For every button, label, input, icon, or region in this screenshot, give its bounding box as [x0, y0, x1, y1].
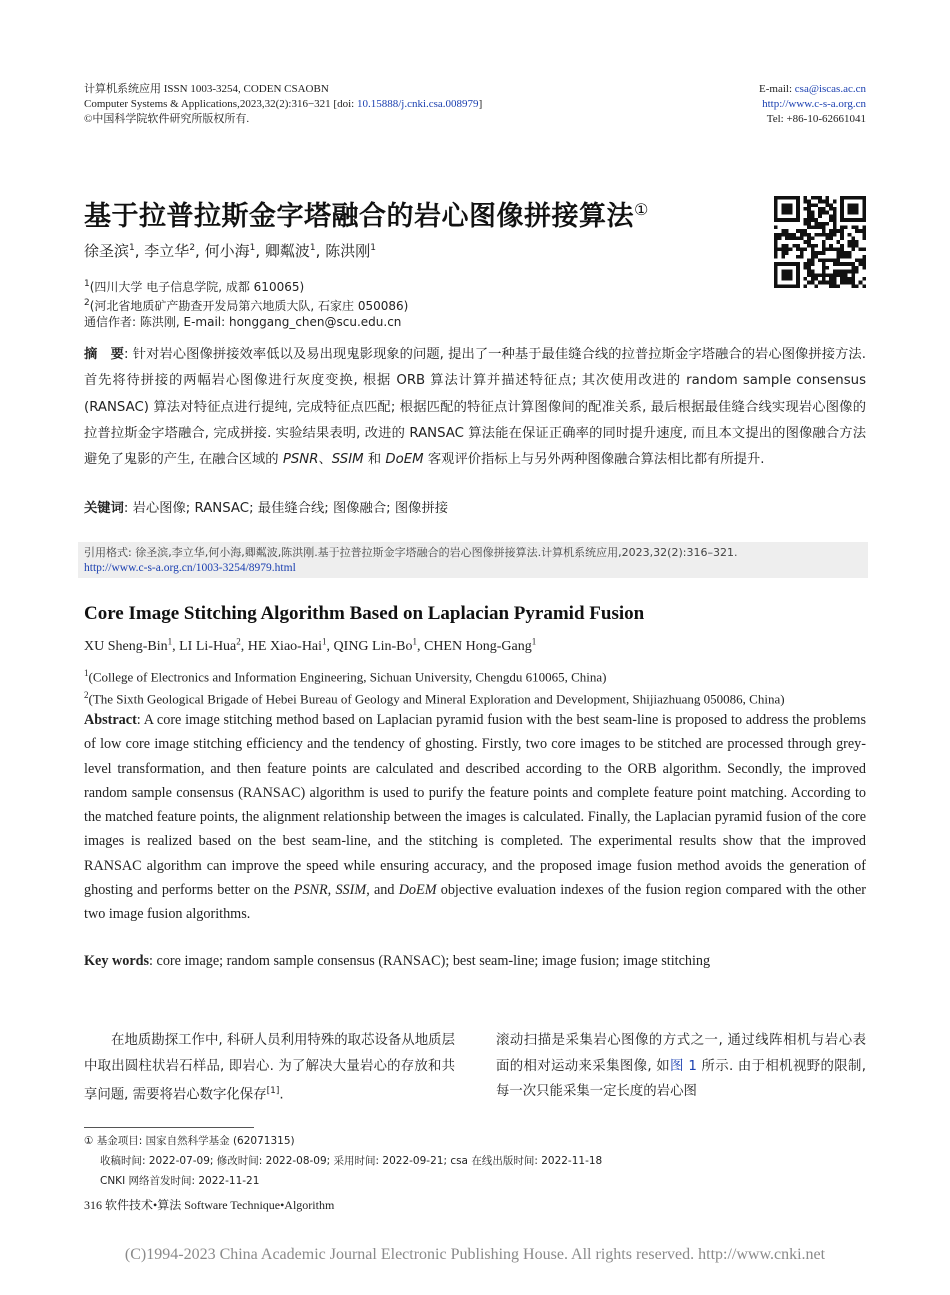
authors-cn: [84, 240, 376, 261]
keywords-cn: 关键词: 岩心图像; RANSAC; 最佳缝合线; 图像融合; 图像拼接: [84, 501, 449, 516]
dates-footnote: 收稿时间: 2022-07-09; 修改时间: 2022-08-09; 采用时间: 2022-09-21; csa 在线出版时间: 2022-11-18: [100, 1155, 603, 1167]
citation-text: 引用格式: 徐圣滨,李立华,何小海,卿粼波,陈洪刚.基于拉普拉斯金字塔融合的岩心图像拼接算法.计算机系统应用,2023,32(2):316–321.: [84, 546, 738, 559]
affiliations-cn: [84, 276, 408, 330]
doi-link[interactable]: 10.15888/j.cnki.csa.008979: [356, 98, 479, 110]
body-column-left: 在地质勘探工作中, 科研人员利用特殊的取芯设备从地质层中取出圆柱状岩石样品, 即岩心. 为了解决大量岩心的存放和共享问题, 需要将岩心数字化保存[1].: [84, 1033, 455, 1103]
affiliation-cn: $^1$(四川大学 电子信息学院, 成都 610065): [84, 279, 305, 294]
citation-box: [78, 542, 868, 578]
keywords-en: Key words: core image; random sample consensus (RANSAC); best seam-line; image fusion; image stitching: [84, 953, 711, 969]
journal-issn-line: 计算机系统应用 ISSN 1003-3254, CODEN CSAOBN: [84, 83, 329, 95]
corresponding-author: 通信作者: 陈洪刚, E-mail: honggang_chen@scu.edu.cn: [84, 315, 402, 329]
email-link[interactable]: csa@iscas.ac.cn: [794, 83, 866, 95]
author-en: LI Li-Hua$^2$,: [179, 636, 248, 654]
author-cn: 徐圣滨$^1$,: [84, 242, 145, 260]
figure-1-link[interactable]: 图 1: [669, 1058, 697, 1074]
keywords-cn-label: 关键词: [84, 501, 124, 516]
author-en: XU Sheng-Bin$^1$,: [84, 636, 180, 654]
citation-link[interactable]: http://www.c-s-a.org.cn/1003-3254/8979.html: [84, 562, 296, 574]
copyright-line: ©中国科学院软件研究所版权所有.: [84, 113, 250, 125]
journal-email-line: E-mail: csa@iscas.ac.cn: [759, 83, 866, 95]
qr-code-icon: [774, 196, 866, 288]
journal-website-link[interactable]: http://www.c-s-a.org.cn: [762, 98, 866, 110]
keywords-en-label: Key words: [84, 953, 150, 969]
author-cn: 陈洪刚$^1$: [325, 242, 376, 260]
author-cn: 卿粼波$^1$,: [264, 242, 326, 260]
author-en: QING Lin-Bo$^1$,: [333, 636, 424, 654]
paper-title-en: Core Image Stitching Algorithm Based on Laplacian Pyramid Fusion: [84, 603, 645, 624]
footnote-divider: [84, 1127, 254, 1128]
affiliation-en: $^2$(The Sixth Geological Brigade of Hebei Bureau of Geology and Mineral Exploration and Development, Shijiazhuang 050086, China): [84, 690, 785, 707]
cnki-watermark: (C)1994-2023 China Academic Journal Electronic Publishing House. All rights reserved. http://www.cnki.net: [124, 1246, 826, 1263]
journal-header-left: [84, 82, 482, 127]
fund-footnote-mark: ①: [634, 200, 649, 219]
paper-title-cn: 基于拉普拉斯金字塔融合的岩心图像拼接算法①: [84, 200, 649, 232]
affiliation-cn: $^2$(河北省地质矿产勘查开发局第六地质大队, 石家庄 050086): [84, 298, 409, 313]
fund-footnote: ① 基金项目: 国家自然科学基金 (62071315): [84, 1135, 295, 1147]
abstract-cn-label: 摘 要: [84, 347, 125, 362]
authors-en: [84, 636, 536, 655]
journal-doi-line: Computer Systems & Applications,2023,32(2):316−321 [doi: 10.15888/j.cnki.csa.008979]: [84, 98, 483, 110]
abstract-en: Abstract: A core image stitching method based on Laplacian pyramid fusion with the best seam-line is proposed to address the problems of low core image stitching efficiency and the tendency of ghosting. Firstly, two core images to be stitched are processed through grey-level transformation, and then feature points are calculated and described according to the ORB algorithm. Secondly, the improved random sample consensus (RANSAC) algorithm is used to purify the feature points and complete feature point matching. According to the matched feature points, the alignment relationship between the images is calculated. Finally, the Laplacian pyramid fusion of the core images is realized based on the best seam-line, and the stitching is completed. The experimental results show that the improved RANSAC algorithm can improve the speed while ensuring accuracy, and the proposed image fusion method avoids the generation of ghosting and performs better on the PSNR, SSIM, and DoEM objective evaluation indexes of the fusion region compared with the other two image fusion algorithms.: [84, 712, 866, 923]
journal-header-right: [759, 82, 866, 127]
reference-mark[interactable]: [1]: [266, 1086, 280, 1096]
abstract-en-label: Abstract: [84, 712, 137, 728]
footnotes: [84, 1131, 602, 1191]
affiliations-en: [84, 664, 785, 709]
author-en: CHEN Hong-Gang$^1$: [423, 636, 537, 654]
journal-tel-line: Tel: +86-10-62661041: [766, 113, 866, 125]
author-cn: 李立华$^2$,: [144, 242, 205, 260]
author-en: HE Xiao-Hai$^1$,: [247, 636, 334, 654]
cnki-footnote: CNKI 网络首发时间: 2022-11-21: [100, 1175, 260, 1187]
page-footer: 316 软件技术•算法 Software Technique•Algorithm: [84, 1198, 335, 1212]
abstract-cn: 摘 要: 针对岩心图像拼接效率低以及易出现鬼影现象的问题, 提出了一种基于最佳缝合线的拉普拉斯金字塔融合的岩心图像拼接方法. 首先将待拼接的两幅岩心图像进行灰度变换, 根据 ORB 算法计算并描述特征点; 其次使用改进的 random sample consensus (RANSAC) 算法对特征点进行提纯, 完成特征点匹配; 根据匹配的特征点计算图像间的配准关系, 最后根据最佳缝合线实现岩心图像的拉普拉斯金字塔融合, 完成拼接. 实验结果表明, 改进的 RANSAC 算法能在保证正确率的同时提升速度, 而且本文提出的图像融合方法避免了鬼影的产生, 在融合区域的 PSNR、SSIM 和 DoEM 客观评价指标上与另外两种图像融合算法相比都有所提升.: [84, 347, 866, 468]
body-column-right: 滚动扫描是采集岩心图像的方式之一, 通过线阵相机与岩心表面的相对运动来采集图像, 如图 1 所示. 由于相机视野的限制, 每一次只能采集一定长度的岩心图: [496, 1033, 866, 1099]
affiliation-en: $^1$(College of Electronics and Information Engineering, Sichuan University, Chengdu 610065, China): [84, 668, 607, 685]
author-cn: 何小海$^1$,: [204, 242, 265, 260]
